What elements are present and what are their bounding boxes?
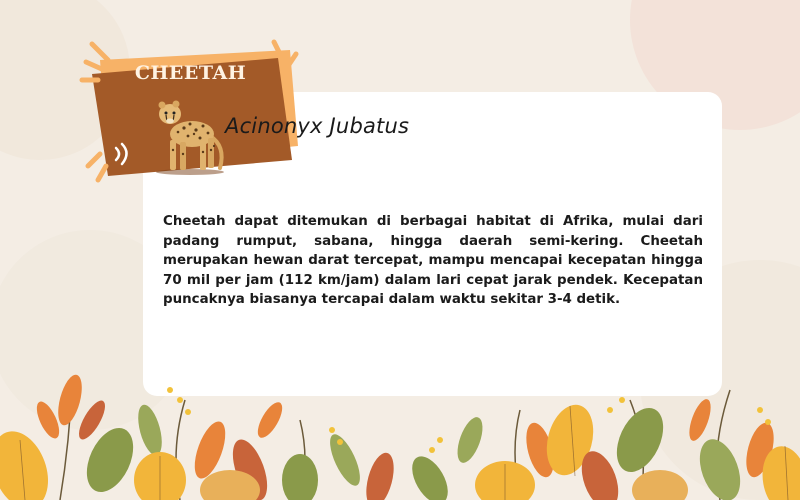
badge-title: CHEETAH — [134, 62, 247, 84]
autumn-leaves-icon — [0, 360, 800, 500]
scientific-name: Acinonyx Jubatus — [225, 114, 410, 138]
description-text: Cheetah dapat ditemukan di berbagai habitat di Afrika, mulai dari padang rumput, sabana, hingga daerah semi-kering. Cheetah merupakan hewan darat tercepat, mampu mencapai kecepatan hingga 70 mil per jam (112 km/jam) dalam lari cepat jarak pendek. Kecepatan puncaknya biasanya tercapai dalam waktu sekitar 3-4 detik. — [163, 214, 703, 307]
